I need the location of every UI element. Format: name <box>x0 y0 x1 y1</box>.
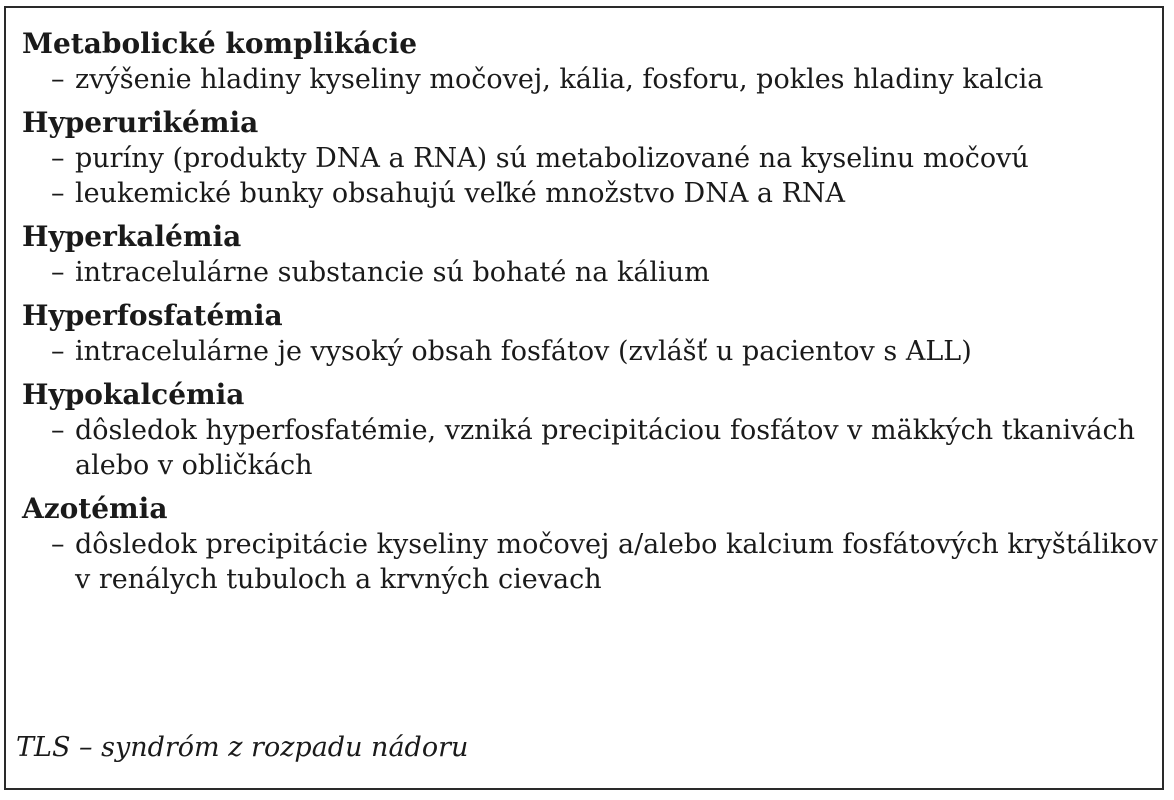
section-hypocalcemia <box>22 377 1162 483</box>
footnote: TLS – syndróm z rozpadu nádoru <box>16 732 469 763</box>
list-item <box>22 413 1162 483</box>
section-azotemia <box>22 491 1162 597</box>
list-item <box>22 334 1162 369</box>
section-heading: Hyperfosfatémia <box>22 299 283 332</box>
dash-bullet: – <box>51 64 65 95</box>
dash-bullet: – <box>51 336 65 367</box>
item-text: leukemické bunky obsahujú veľké množstvo DNA a RNA <box>75 178 846 209</box>
list-item <box>22 176 1162 211</box>
dash-bullet: – <box>51 415 65 446</box>
info-box <box>4 6 1164 790</box>
list-item <box>22 255 1162 290</box>
item-text: intracelulárne substancie sú bohaté na kálium <box>75 257 710 288</box>
section-heading: Hypokalcémia <box>22 378 245 411</box>
dash-bullet: – <box>51 257 65 288</box>
item-text: dôsledok hyperfosfatémie, vzniká precipitáciou fosfátov v mäkkých tkanivách alebo v obličkách <box>75 415 1135 481</box>
section-heading: Metabolické komplikácie <box>22 27 418 60</box>
item-text: zvýšenie hladiny kyseliny močovej, kália, fosforu, pokles hladiny kalcia <box>75 64 1044 95</box>
dash-bullet: – <box>51 143 65 174</box>
dash-bullet: – <box>51 178 65 209</box>
list-item <box>22 141 1162 176</box>
list-item <box>22 62 1162 97</box>
item-text: dôsledok precipitácie kyseliny močovej a/alebo kalcium fosfátových kryštálikov v renálych tubuloch a krvných cievach <box>75 529 1158 595</box>
section-heading: Hyperurikémia <box>22 106 259 139</box>
item-text: intracelulárne je vysoký obsah fosfátov (zvlášť u pacientov s ALL) <box>75 336 972 367</box>
section-metabolic-complications <box>22 26 1162 97</box>
section-hyperuricemia <box>22 105 1162 211</box>
dash-bullet: – <box>51 529 65 560</box>
list-item <box>22 527 1162 597</box>
section-hyperphosphatemia <box>22 298 1162 369</box>
section-heading: Azotémia <box>22 492 168 525</box>
item-text: puríny (produkty DNA a RNA) sú metabolizované na kyselinu močovú <box>75 143 1029 174</box>
section-hyperkalemia <box>22 219 1162 290</box>
section-heading: Hyperkalémia <box>22 220 242 253</box>
